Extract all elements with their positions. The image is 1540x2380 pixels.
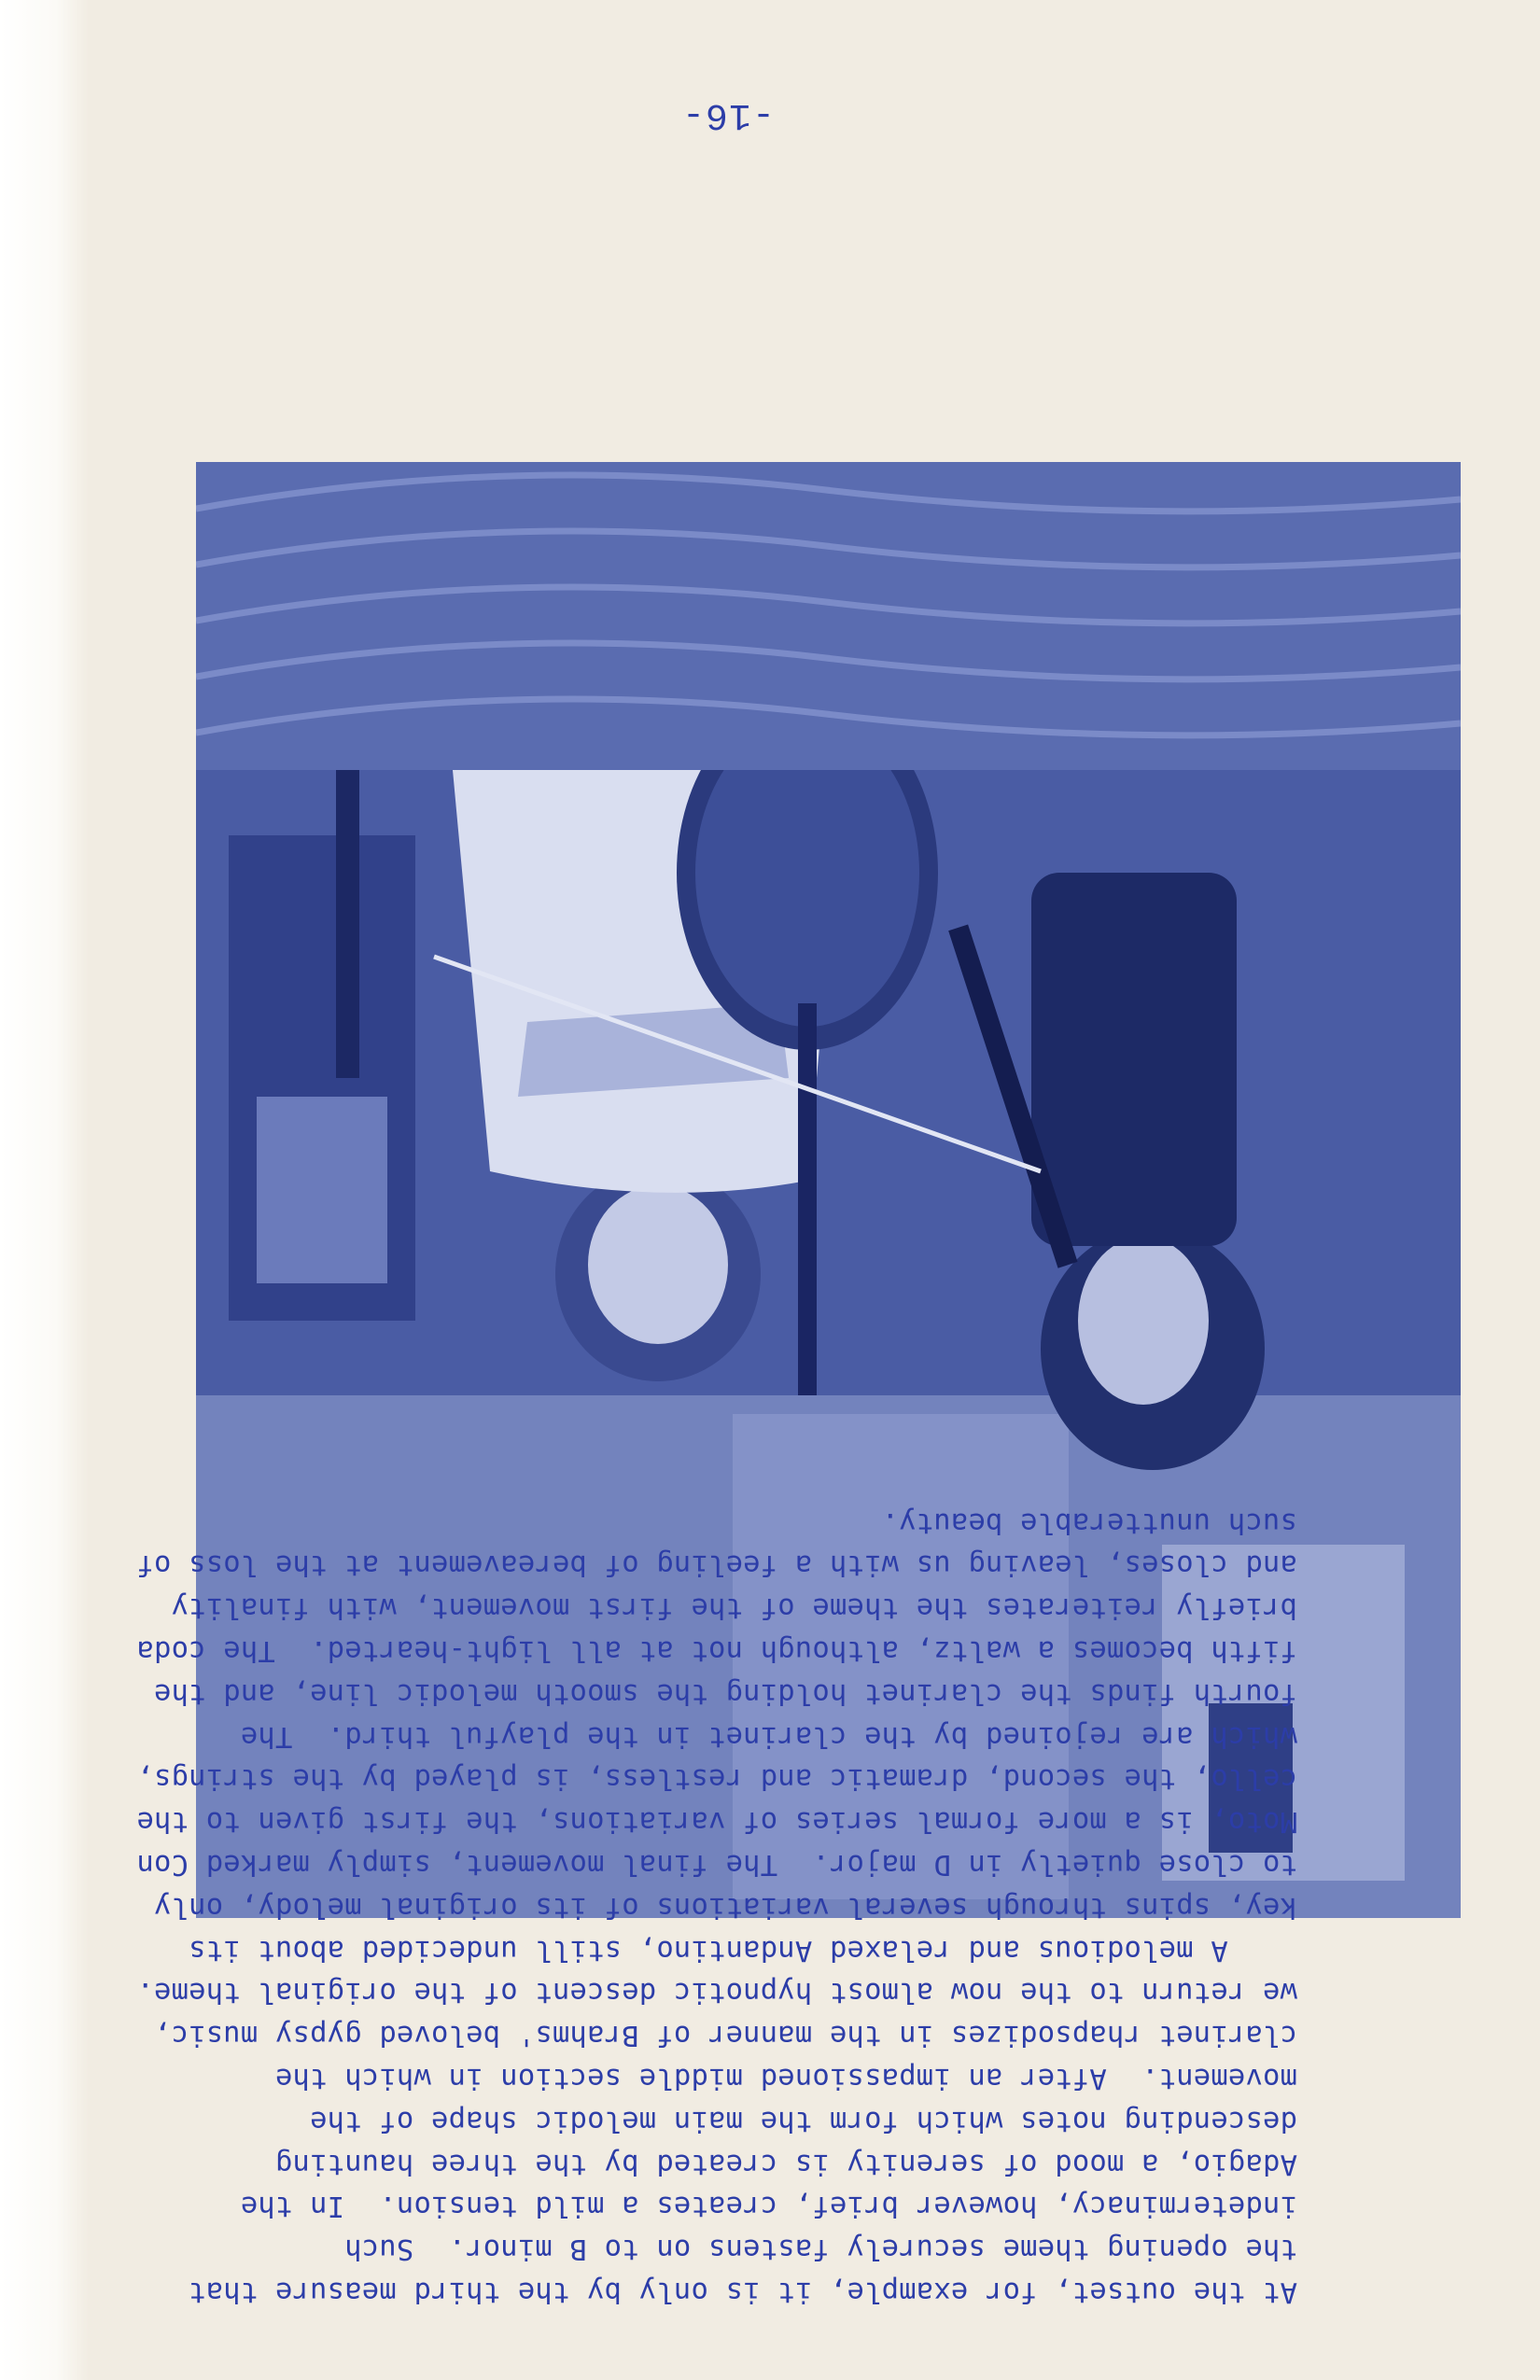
body-line: such unutterable beauty.	[881, 1505, 1297, 1539]
body-text	[131, 1501, 1297, 2313]
body-line: A melodious and relaxed Andantino, still undecided about its	[188, 1933, 1297, 1967]
body-line: key, spins through several variations of its original melody, only	[153, 1890, 1297, 1924]
body-line: we return to the now almost hypnotic descent of the original theme.	[136, 1976, 1297, 2009]
body-line: fifth becomes a waltz, although not at all light-hearted. The coda	[136, 1634, 1297, 1668]
body-line: cello, the second, dramatic and restless, is played by the strings,	[136, 1762, 1297, 1796]
body-line: briefly reiterates the theme of the first movement, with finality	[171, 1591, 1297, 1625]
body-line: clarinet rhapsodizes in the manner of Brahms' beloved gypsy music,	[153, 2019, 1297, 2052]
body-line: At the outset, for example, it is only by the third measure that	[188, 2275, 1297, 2308]
body-line: Adagio, a mood of serenity is created by the three haunting	[274, 2147, 1297, 2180]
page-number: -16-	[680, 93, 775, 135]
body-line: which are rejoined by the clarinet in the playful third. The	[240, 1719, 1297, 1753]
body-line: descending notes which form the main melodic shape of the	[309, 2104, 1297, 2137]
body-line: indeterminacy, however brief, creates a mild tension. In the	[240, 2190, 1297, 2223]
body-line: Moto, is a more formal series of variations, the first given to the	[136, 1805, 1297, 1839]
body-line: and closes, leaving us with a feeling of bereavement at the loss of	[136, 1548, 1297, 1582]
body-line: fourth finds the clarinet holding the smooth melodic line, and the	[153, 1676, 1297, 1710]
body-line: to close quietly in D major. The final movement, simply marked Con	[136, 1848, 1297, 1882]
body-line: the opening theme securely fastens on to B minor. Such	[344, 2233, 1297, 2266]
body-line: movement. After an impassioned middle section in which the	[274, 2062, 1297, 2095]
